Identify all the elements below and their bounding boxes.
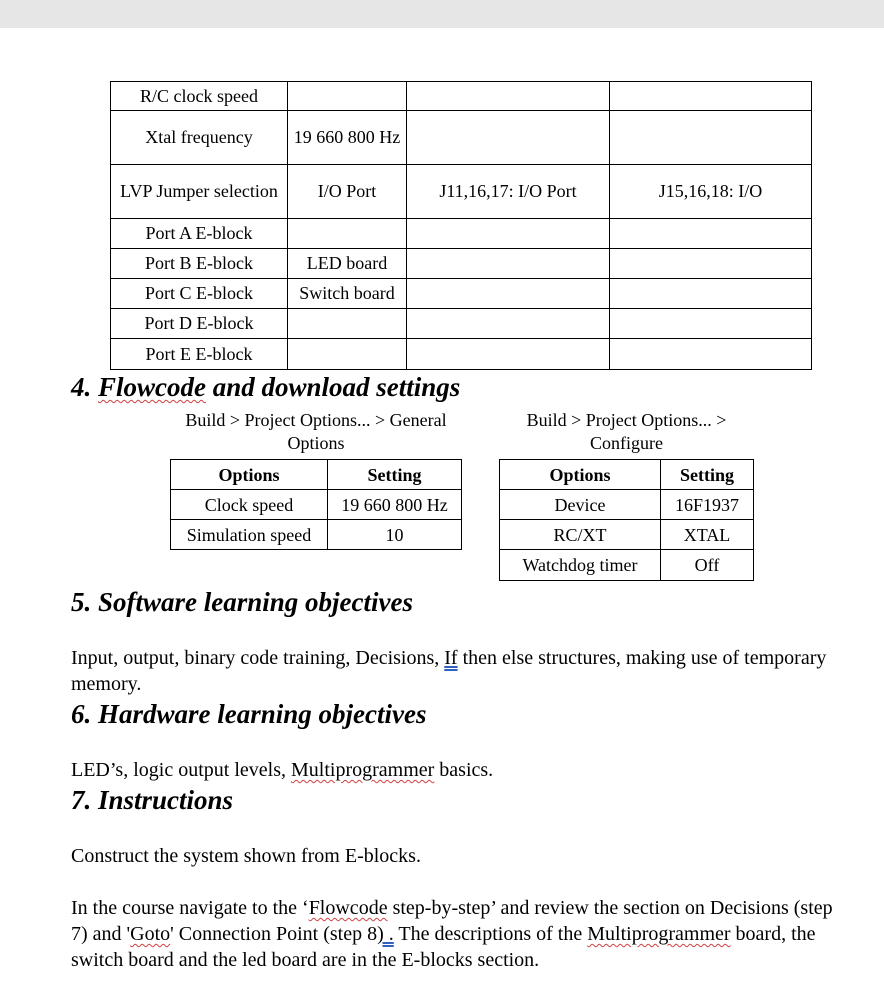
row-label: Xtal frequency (111, 111, 288, 165)
instructions-paragraph-2 (71, 895, 841, 973)
general-options-table (170, 459, 462, 550)
row-label: R/C clock speed (111, 82, 288, 111)
section-6-heading: 6. Hardware learning objectives (71, 699, 427, 729)
table-cell: RC/XT (500, 520, 661, 550)
table-cell: LED board (288, 249, 407, 279)
row-label: LVP Jumper selection (111, 165, 288, 219)
table-cell: 10 (328, 520, 462, 550)
hardware-objectives-text (71, 757, 841, 783)
text: board, the switch board and the led board are in the E-blocks section. (71, 923, 816, 971)
table-cell (288, 82, 407, 111)
heading-word-flowcode: Flowcode (98, 372, 206, 402)
section-5-heading: 5. Software learning objectives (71, 587, 413, 617)
table-cell (407, 309, 610, 339)
column-header: Options (500, 460, 661, 490)
instructions-paragraph-1: Construct the system shown from E-blocks. (71, 845, 421, 867)
table-cell: 19 660 800 Hz (328, 490, 462, 520)
table-row (111, 279, 812, 309)
table-cell (407, 279, 610, 309)
text: ' Connection Point (step 8 (170, 923, 378, 945)
row-label: Port A E-block (111, 219, 288, 249)
section-number: 4. (71, 372, 92, 402)
table-cell: Device (500, 490, 661, 520)
row-label: Port C E-block (111, 279, 288, 309)
hardware-settings-table (110, 81, 812, 370)
table-row (500, 520, 754, 550)
row-label: Port D E-block (111, 309, 288, 339)
text: In the course navigate to the ‘ (71, 897, 309, 919)
window-top-bar (0, 0, 884, 28)
section-7-heading: 7. Instructions (71, 785, 234, 815)
row-label: Port E E-block (111, 339, 288, 370)
text: then else structures, making use of temporary memory. (71, 647, 827, 695)
table-header-row (500, 460, 754, 490)
table-cell: Simulation speed (171, 520, 328, 550)
table-row (111, 309, 812, 339)
table-row (111, 82, 812, 111)
text-mark: ) . (377, 923, 394, 945)
text: LED’s, logic output levels, (71, 759, 291, 781)
row-label: Port B E-block (111, 249, 288, 279)
table-cell: Watchdog timer (500, 550, 661, 581)
text-multiprogrammer: Multiprogrammer (290, 759, 435, 781)
text: step-by-step’ and review the section on Decisions (step 7) and ' (71, 897, 833, 945)
text-if: If (444, 647, 458, 669)
text: basics. (434, 759, 494, 781)
table-cell: 16F1937 (661, 490, 754, 520)
text-multiprogrammer: Multiprogrammer (587, 923, 731, 945)
table-cell: Clock speed (171, 490, 328, 520)
table-row (111, 111, 812, 165)
table-cell (610, 219, 812, 249)
column-header: Options (171, 460, 328, 490)
table-cell (610, 82, 812, 111)
table-row (111, 249, 812, 279)
configure-caption: Build > Project Options... > Configure (526, 410, 727, 453)
table-cell (288, 339, 407, 370)
text: The descriptions of the (393, 923, 588, 945)
table-cell: J11,16,17: I/O Port (407, 165, 610, 219)
column-header: Setting (328, 460, 462, 490)
general-options-caption: Build > Project Options... > General Options (185, 410, 447, 453)
text-goto: Goto (130, 923, 171, 945)
text-flowcode: Flowcode (308, 897, 388, 919)
table-row (171, 490, 462, 520)
table-cell (407, 82, 610, 111)
column-header: Setting (661, 460, 754, 490)
text: Input, output, binary code training, Decisions, (71, 647, 445, 669)
table-cell: 19 660 800 Hz (288, 111, 407, 165)
software-objectives-text (71, 645, 841, 697)
table-cell: Off (661, 550, 754, 581)
table-cell (407, 219, 610, 249)
table-cell (407, 111, 610, 165)
heading-text: and download settings (206, 372, 461, 402)
table-cell (288, 309, 407, 339)
configure-options-table (499, 459, 754, 581)
table-cell (407, 249, 610, 279)
table-cell (610, 111, 812, 165)
table-cell (610, 279, 812, 309)
table-row (500, 490, 754, 520)
table-cell: XTAL (661, 520, 754, 550)
table-cell: J15,16,18: I/O (610, 165, 812, 219)
table-cell (407, 339, 610, 370)
table-cell (610, 339, 812, 370)
table-cell (610, 249, 812, 279)
section-4-heading (71, 372, 460, 403)
table-header-row (171, 460, 462, 490)
table-row (500, 550, 754, 581)
table-cell: I/O Port (288, 165, 407, 219)
table-cell: Switch board (288, 279, 407, 309)
table-row (111, 165, 812, 219)
table-row (111, 339, 812, 370)
table-row (111, 219, 812, 249)
table-row (171, 520, 462, 550)
table-cell (288, 219, 407, 249)
table-cell (610, 309, 812, 339)
